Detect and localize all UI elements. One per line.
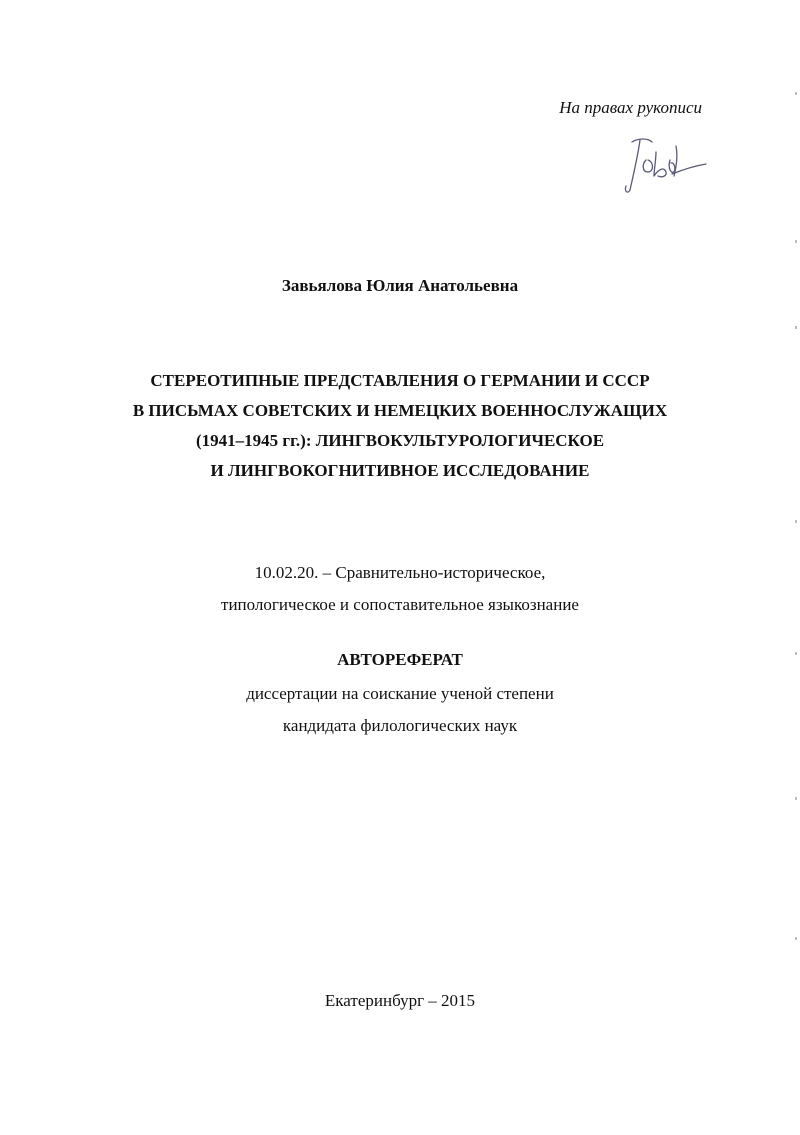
city-year: Екатеринбург – 2015	[324, 991, 476, 1010]
specialty-line: 10.02.20. – Сравнительно-историческое,	[254, 563, 546, 582]
author-name: Завьялова Юлия Анатольевна	[281, 276, 519, 295]
title-line: И ЛИНГВОКОГНИТИВНОЕ ИССЛЕДОВАНИЕ	[210, 461, 590, 480]
dissertation-title	[0, 366, 800, 486]
rights-note: На правах рукописи	[559, 98, 702, 117]
degree-description	[0, 678, 800, 742]
title-line: СТЕРЕОТИПНЫЕ ПРЕДСТАВЛЕНИЯ О ГЕРМАНИИ И СССР	[150, 371, 650, 390]
scan-speck	[795, 240, 797, 243]
degree-line: кандидата филологических наук	[282, 716, 518, 735]
title-line: В ПИСЬМАХ СОВЕТСКИХ И НЕМЕЦКИХ ВОЕННОСЛУЖАЩИХ	[132, 401, 668, 420]
specialty-code	[0, 557, 800, 621]
scan-speck	[795, 520, 797, 523]
abstract-label: АВТОРЕФЕРАТ	[337, 650, 463, 669]
specialty-line: типологическое и сопоставительное языкознание	[221, 595, 579, 614]
scan-speck	[795, 937, 797, 940]
scan-speck	[795, 92, 797, 95]
scan-speck	[795, 326, 797, 329]
degree-line: диссертации на соискание ученой степени	[246, 684, 554, 703]
title-line: (1941–1945 гг.): ЛИНГВОКУЛЬТУРОЛОГИЧЕСКОЕ	[195, 431, 605, 450]
scan-speck	[795, 797, 797, 800]
signature-icon	[618, 130, 708, 200]
